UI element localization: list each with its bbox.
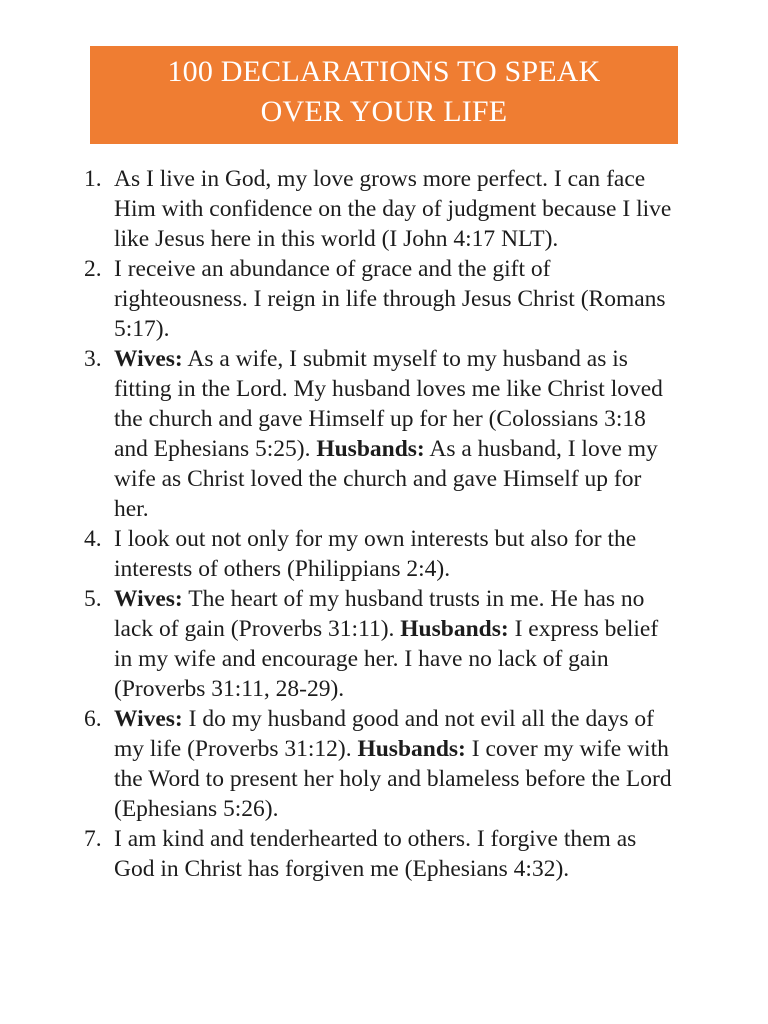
declaration-item [84, 584, 680, 704]
declaration-text [114, 524, 680, 584]
page-title [167, 52, 600, 132]
declaration-line: I receive an abundance of grace and the gift of [114, 256, 551, 282]
declaration-item [84, 254, 680, 344]
declaration-line: gave Himself up for her. [114, 466, 642, 522]
declaration-line: gain (Proverbs 31:11, 28-29). [114, 646, 609, 702]
declaration-text [114, 704, 680, 824]
declaration-line: The heart of my husband trusts in me. He has [182, 586, 616, 612]
title-line-1: 100 DECLARATIONS TO SPEAK [167, 55, 601, 88]
declaration-line: As a [424, 436, 472, 462]
declaration-number: 4. [84, 526, 102, 552]
declaration-line: (Colossians 3:18 and Ephesians 5:25). [114, 406, 646, 462]
declaration-line: husband, I love my wife as Christ loved the church and [114, 436, 658, 492]
declaration-item [84, 164, 680, 254]
wives-label: Wives: [114, 346, 183, 372]
declaration-line: (Romans 5:17). [114, 286, 666, 342]
declaration-number: 2. [84, 256, 102, 282]
husbands-label: Husbands: [357, 736, 466, 762]
declaration-number: 7. [84, 826, 102, 852]
declaration-line: face Him with confidence on the day of judgment [114, 166, 646, 222]
declaration-line: NLT). [501, 226, 559, 252]
wives-label: Wives: [114, 586, 183, 612]
declaration-line: I look out not only for my own interests but also for the [114, 526, 637, 552]
declaration-line: of my life (Proverbs 31:12). [114, 706, 654, 762]
declaration-number: 5. [84, 586, 102, 612]
declaration-line: As I live in God, my love grows more perfect. I can [114, 166, 601, 192]
declaration-line: belief in my wife and encourage her. I have no lack of [114, 616, 659, 672]
declaration-line: righteousness. I reign in life through Jesus Christ [114, 286, 575, 312]
husbands-label: Husbands: [316, 436, 425, 462]
declaration-line: I do my husband good and not evil all the days [182, 706, 629, 732]
declaration-item [84, 524, 680, 584]
declaration-line: God in Christ has forgiven me (Ephesians 4:32). [114, 856, 570, 882]
declaration-number: 6. [84, 706, 102, 732]
declaration-line: I cover my [465, 736, 574, 762]
wives-label: Wives: [114, 706, 183, 732]
declaration-line: wife with the Word to present her holy and blameless [114, 736, 669, 792]
declaration-line: interests of others (Philippians 2:4). [114, 556, 451, 582]
declarations-list [84, 164, 680, 884]
declaration-text [114, 344, 680, 524]
declaration-line: As a wife, I submit myself to my husband as is [182, 346, 628, 372]
declaration-text [114, 164, 680, 254]
declaration-line: because I live like Jesus here in this world (I John 4:17 [114, 196, 672, 252]
title-line-2: OVER YOUR LIFE [260, 95, 508, 128]
declaration-line: no lack of gain (Proverbs 31:11). [114, 586, 645, 642]
declaration-text [114, 254, 680, 344]
declaration-line: before the Lord (Ephesians 5:26). [114, 766, 672, 822]
declaration-item [84, 344, 680, 524]
declaration-item [84, 824, 680, 884]
declaration-text [114, 824, 680, 884]
declaration-number: 1. [84, 166, 102, 192]
title-banner [90, 46, 678, 144]
husbands-label: Husbands: [400, 616, 509, 642]
declaration-item [84, 704, 680, 824]
declaration-text [114, 584, 680, 704]
declaration-line: I express [508, 616, 599, 642]
declaration-line: fitting in the Lord. My husband loves me like Christ [114, 376, 605, 402]
declaration-number: 3. [84, 346, 102, 372]
declaration-line: loved the church and gave Himself up for her [114, 376, 663, 432]
declaration-line: I am kind and tenderhearted to others. I forgive them as [114, 826, 637, 852]
